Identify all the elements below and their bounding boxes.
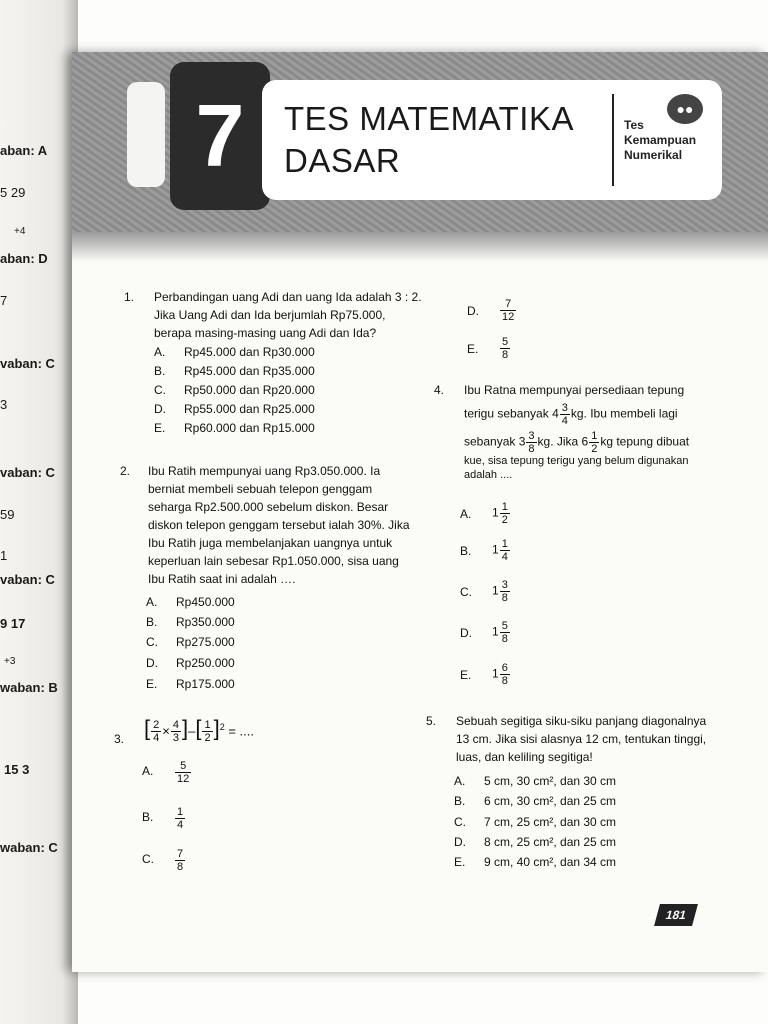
edge-answer: aban: D	[0, 251, 48, 266]
fraction: $\frac{3}{8}$	[528, 430, 535, 455]
option-text: 9 cm, 40 cm², dan 34 cm	[484, 855, 617, 869]
question-number: 3.	[114, 732, 125, 746]
q4-option	[460, 501, 508, 526]
question-4-line: Ibu Ratna mempunyai persediaan tepung	[464, 383, 685, 397]
option-text: 8 cm, 25 cm², dan 25 cm	[484, 835, 617, 849]
book-page	[72, 52, 768, 972]
option-text: Rp50.000 dan Rp20.000	[184, 383, 315, 397]
q4-option	[460, 538, 508, 563]
option-text: 7 cm, 25 cm², dan 30 cm	[484, 815, 617, 829]
edge-answer: vaban: C	[0, 572, 55, 587]
option-letter: D.	[154, 402, 166, 416]
question-3-equation: [ $\frac{2}{4}$ × $\frac{4}{3}$ ]–[ $\frac{1}{2}$ ]$^2$ = ....	[144, 715, 254, 745]
option-mixed-number: 1 $\frac{5}{8}$	[492, 620, 508, 645]
q2-option	[146, 615, 235, 629]
edge-number: 9 17	[0, 616, 26, 631]
q3-option	[142, 760, 190, 785]
option-mixed-number: 1 $\frac{3}{8}$	[492, 579, 508, 604]
question-4-line: sebanyak 3 $\frac{3}{8}$ kg. Jika 6 $\frac{1}{2}$ kg tepung dibuat	[464, 430, 690, 455]
subtitle-line: Tes	[624, 118, 644, 132]
option-letter: D.	[454, 835, 466, 849]
option-letter: A.	[146, 595, 158, 609]
option-text: Rp450.000	[176, 595, 235, 609]
fraction: $\frac{3}{4}$	[561, 402, 568, 427]
equation-end: = ....	[228, 723, 254, 739]
option-fraction: $\frac{7}{8}$	[177, 848, 184, 873]
question-1-text: Perbandingan uang Adi dan uang Ida adalah 3 : 2. Jika Uang Adi dan Ida berjumlah Rp75.000, berapa masing-masing uang Adi dan Ida?	[154, 290, 422, 340]
bracket: ]	[181, 715, 189, 741]
title-box	[262, 80, 722, 200]
option-letter: E.	[454, 855, 466, 869]
option-text: 5 cm, 30 cm², dan 30 cm	[484, 774, 617, 788]
q1-option	[154, 364, 315, 378]
q3-option	[142, 848, 184, 873]
option-letter: E.	[154, 421, 166, 435]
option-text: Rp350.000	[176, 615, 235, 629]
title-divider	[612, 94, 614, 186]
group-icon: ●●	[667, 94, 703, 124]
question-number: 4.	[434, 383, 445, 397]
option-fraction: $\frac{7}{12}$	[502, 298, 515, 323]
q4-option	[460, 662, 508, 687]
title-line-2: DASAR	[284, 142, 401, 179]
edge-number: +4	[14, 226, 26, 237]
fraction: $\frac{1}{2}$	[204, 719, 211, 745]
edge-number: 59	[0, 507, 15, 522]
option-text: Rp250.000	[176, 656, 235, 670]
q5-option	[454, 774, 617, 788]
question-5-text: Sebuah segitiga siku-siku panjang diagonalnya 13 cm. Jika sisi alasnya 12 cm, tentukan tinggi, luas, dan keliling segitiga!	[456, 714, 707, 764]
option-fraction: $\frac{5}{12}$	[177, 760, 190, 785]
q3-option	[142, 806, 184, 831]
question-2-text: Ibu Ratih mempunyai uang Rp3.050.000. Ia berniat membeli sebuah telepon genggam seharga Rp2.500.000 sebelum diskon. Besar diskon telepon genggam tersebut ialah 30%. Jika Ibu Ratih juga membelanjakan uangnya untuk keperluan lain sebesar Rp1.050.000, sisa uang Ibu Ratih saat ini adalah ….	[148, 464, 410, 586]
option-letter: A.	[460, 507, 472, 521]
option-text: Rp275.000	[176, 635, 235, 649]
option-letter: A.	[154, 345, 166, 359]
option-letter: B.	[146, 615, 158, 629]
question-number: 5.	[426, 714, 437, 728]
option-text: Rp175.000	[176, 677, 235, 691]
q5-option	[454, 855, 617, 869]
option-mixed-number: 1 $\frac{6}{8}$	[492, 662, 508, 687]
q4-option	[460, 620, 508, 645]
edge-number: 1	[0, 548, 8, 563]
edge-answer: vaban: C	[0, 356, 55, 371]
chapter-number: 7	[170, 62, 270, 210]
option-letter: B.	[454, 794, 466, 808]
option-letter: E.	[467, 342, 479, 356]
edge-number: 5 29	[0, 185, 26, 200]
option-letter: B.	[460, 544, 472, 558]
option-letter: A.	[454, 774, 466, 788]
option-letter: D.	[146, 656, 158, 670]
subtitle	[624, 118, 696, 163]
title-line-1: TES MATEMATIKA	[284, 100, 574, 137]
edge-answer: waban: B	[0, 680, 58, 695]
option-letter: C.	[454, 815, 466, 829]
option-letter: E.	[146, 677, 158, 691]
option-letter: C.	[142, 852, 154, 866]
previous-page-edge	[0, 0, 78, 1024]
option-letter: D.	[460, 626, 472, 640]
edge-number: 3	[0, 397, 8, 412]
fraction: $\frac{4}{3}$	[172, 719, 179, 745]
option-letter: C.	[154, 383, 166, 397]
bracket: ]	[213, 715, 220, 741]
option-letter: B.	[142, 810, 154, 824]
q5-option	[454, 794, 617, 808]
option-text: Rp45.000 dan Rp35.000	[184, 364, 315, 378]
option-text: Rp55.000 dan Rp25.000	[184, 402, 315, 416]
q2-option	[146, 595, 235, 609]
q5-option	[454, 835, 617, 849]
edge-number: +3	[4, 656, 16, 667]
edge-answer: aban: A	[0, 143, 48, 158]
fraction: $\frac{1}{2}$	[591, 430, 598, 455]
option-mixed-number: 1 $\frac{1}{2}$	[492, 501, 508, 526]
question-4-line: kue, sisa tepung terigu yang belum digunakan adalah ....	[464, 455, 689, 481]
q1-option	[154, 345, 315, 359]
subtitle-line: Numerikal	[624, 148, 683, 162]
option-text: Rp45.000 dan Rp30.000	[184, 345, 315, 359]
option-fraction: $\frac{5}{8}$	[502, 336, 509, 361]
q4-option	[460, 579, 508, 604]
q1-option	[154, 402, 315, 416]
option-letter: C.	[146, 635, 158, 649]
edge-number: 15 3	[4, 762, 30, 777]
q2-option	[146, 656, 235, 670]
option-letter: B.	[154, 364, 166, 378]
q3-option	[467, 336, 509, 361]
question-number: 1.	[124, 290, 135, 304]
option-letter: C.	[460, 585, 472, 599]
banner-fade	[72, 232, 768, 262]
q2-option	[146, 677, 235, 691]
banner-tab	[127, 82, 165, 187]
bracket: [	[144, 715, 151, 741]
chapter-title	[284, 98, 574, 182]
option-text: Rp60.000 dan Rp15.000	[184, 421, 315, 435]
fraction: $\frac{2}{4}$	[153, 719, 160, 745]
q1-option	[154, 383, 315, 397]
option-text: 6 cm, 30 cm², dan 25 cm	[484, 794, 617, 808]
question-4-line: terigu sebanyak 4 $\frac{3}{4}$ kg. Ibu membeli lagi	[464, 402, 678, 427]
q2-option	[146, 635, 235, 649]
option-mixed-number: 1 $\frac{1}{4}$	[492, 538, 508, 563]
edge-answer: waban: C	[0, 840, 58, 855]
option-letter: D.	[467, 304, 479, 318]
edge-number: 7	[0, 293, 8, 308]
subtitle-line: Kemampuan	[624, 133, 697, 147]
page-number: 181	[654, 904, 698, 926]
edge-answer: vaban: C	[0, 465, 55, 480]
option-letter: A.	[142, 764, 154, 778]
question-number: 2.	[120, 464, 131, 478]
option-fraction: $\frac{1}{4}$	[177, 806, 184, 831]
q5-option	[454, 815, 617, 829]
q3-option	[467, 298, 515, 323]
bracket: [	[195, 715, 202, 741]
option-letter: E.	[460, 668, 472, 682]
q1-option	[154, 421, 315, 435]
